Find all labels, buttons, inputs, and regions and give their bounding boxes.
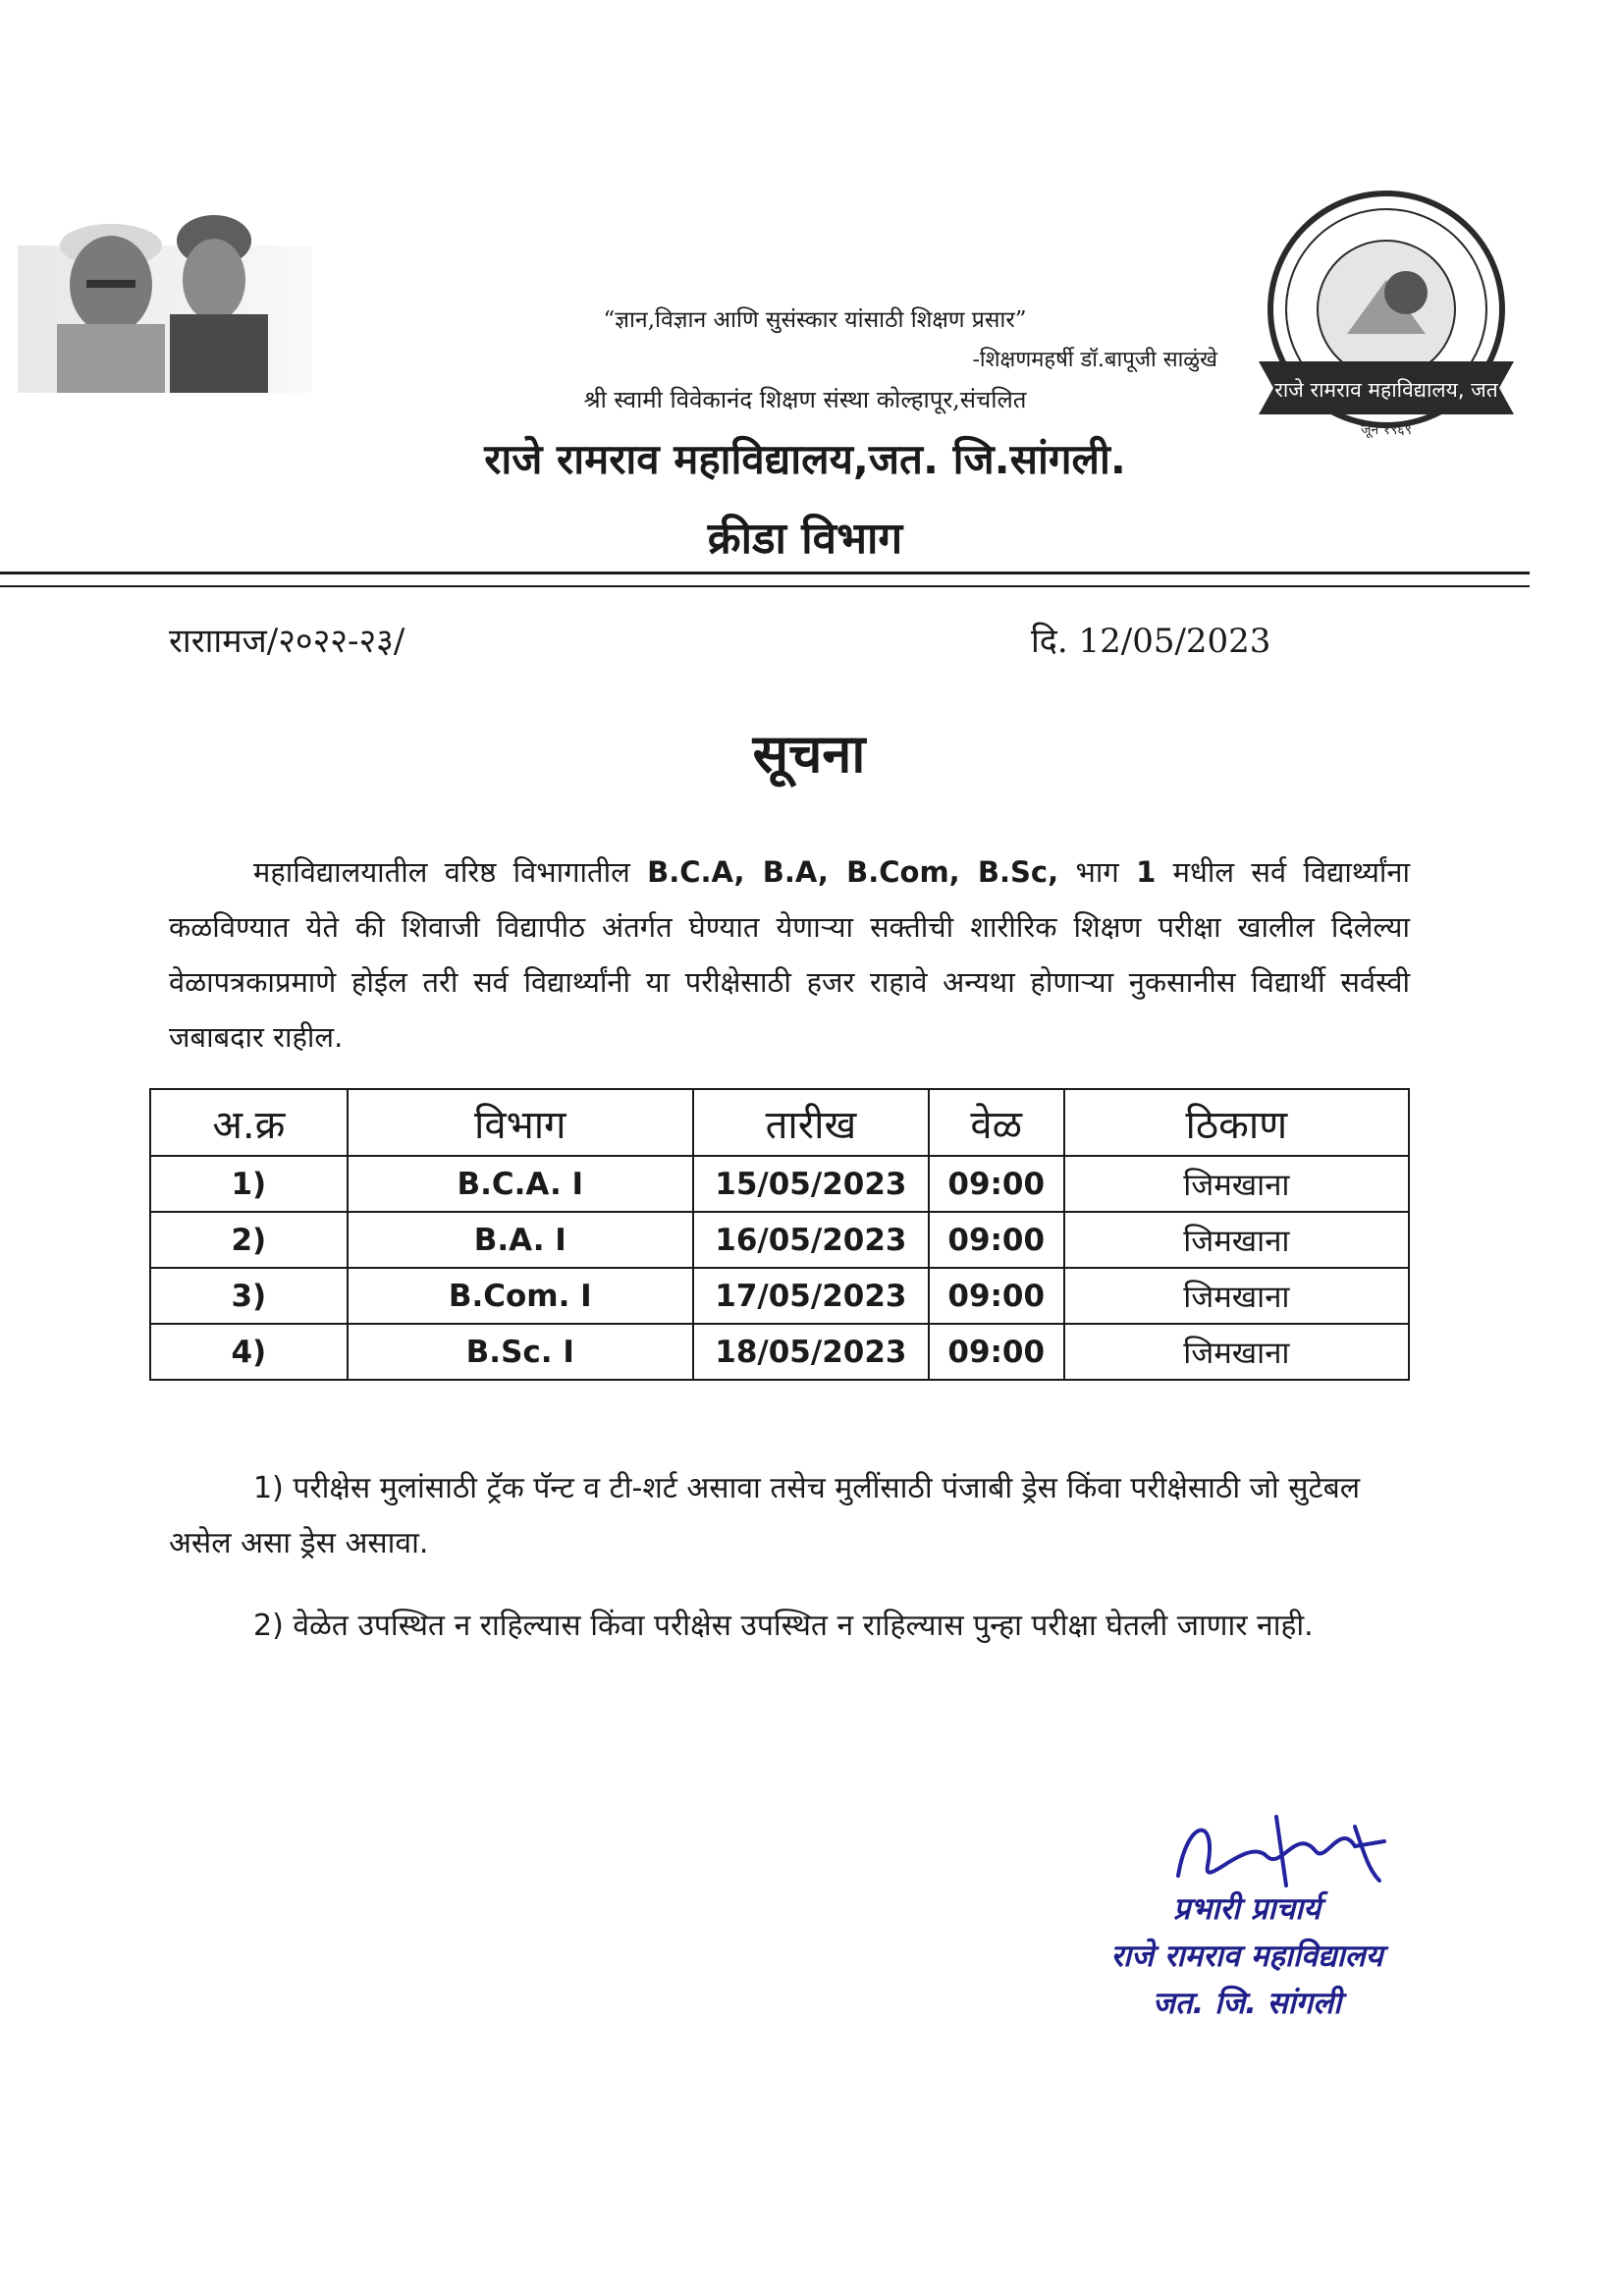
notice-date: दि. 12/05/2023 [1031,622,1271,661]
cell-place: जिमखाना [1064,1324,1409,1380]
cell-department: B.C.A. I [348,1156,693,1212]
header-serial: अ.क्र [150,1089,348,1156]
cell-place: जिमखाना [1064,1212,1409,1268]
table-row [150,1268,1409,1324]
signatory-college: राजे रामराव महाविद्यालय [1110,1939,1383,1974]
header-time: वेळ [929,1089,1064,1156]
department-name: क्रीडा विभाग [707,514,903,564]
table-header-row [150,1089,1409,1156]
exam-schedule-table [149,1088,1410,1381]
cell-serial: 2) [150,1212,348,1268]
cell-date: 18/05/2023 [693,1324,929,1380]
college-seal-logo [1239,187,1534,442]
notice-title: सूचना [752,723,866,785]
signature-block [1070,1886,1424,2027]
cell-date: 15/05/2023 [693,1156,929,1212]
notice-paragraph: महाविद्यालयातील वरिष्ठ विभागातील B.C.A, B.A, B.Com, B.Sc, भाग 1 मधील सर्व विद्यार्थ्यांना कळविण्यात येते की शिवाजी विद्यापीठ अंतर्गत घेण्यात येणाऱ्या सक्तीची शारीरिक शिक्षण परीक्षा खालील दिलेल्या वेळापत्रकाप्रमाणे होईल तरी सर्व विद्यार्थ्यांनी या परीक्षेसाठी हजर राहावे अन्यथा होणाऱ्या नुकसानीस विद्यार्थी सर्वस्वी जबाबदार राहील. [169,855,1411,1054]
cell-time: 09:00 [929,1324,1064,1380]
header-department: विभाग [348,1089,693,1156]
header-divider-bottom [0,585,1530,587]
reference-number: राराामज/२०२२-२३/ [169,622,405,661]
cell-department: B.A. I [348,1212,693,1268]
cell-date: 17/05/2023 [693,1268,929,1324]
table-row [150,1324,1409,1380]
table-row [150,1212,1409,1268]
seal-banner-text: राजे रामराव महाविद्यालय, जत [1274,378,1498,402]
founders-portraits-image [18,187,312,393]
header-place: ठिकाण [1064,1089,1409,1156]
header-divider-top [0,572,1530,574]
college-name: राजे रामराव महाविद्यालय,जत. जि.सांगली. [484,435,1126,483]
cell-time: 09:00 [929,1156,1064,1212]
header-date: तारीख [693,1089,929,1156]
cell-time: 09:00 [929,1268,1064,1324]
signatory-title: प्रभारी प्राचार्य [1172,1891,1321,1927]
instruction-note-2: 2) वेळेत उपस्थित न राहिल्यास किंवा परीक्षेस उपस्थित न राहिल्यास पुन्हा परीक्षा घेतली जाणार नाही. [253,1609,1314,1643]
motto-attribution: -शिक्षणमहर्षी डॉ.बापूजी साळुंखे [972,348,1217,372]
motto-text: “ज्ञान,विज्ञान आणि सुसंस्कार यांसाठी शिक्षण प्रसार” [603,307,1027,333]
instruction-note-1: 1) परीक्षेस मुलांसाठी ट्रॅक पॅन्ट व टी-शर्ट असावा तसेच मुलींसाठी पंजाबी ड्रेस किंवा परीक्षेसाठी जो सुटेबल असेल असा ड्रेस असावा. [169,1471,1361,1560]
cell-place: जिमखाना [1064,1268,1409,1324]
society-name: श्री स्वामी विवेकानंद शिक्षण संस्था कोल्हापूर,संचलित [583,386,1027,413]
cell-department: B.Sc. I [348,1324,693,1380]
table-row [150,1156,1409,1212]
cell-department: B.Com. I [348,1268,693,1324]
cell-serial: 1) [150,1156,348,1212]
cell-time: 09:00 [929,1212,1064,1268]
cell-serial: 4) [150,1324,348,1380]
seal-year-text: जून १९६९ [1361,422,1412,438]
cell-serial: 3) [150,1268,348,1324]
cell-date: 16/05/2023 [693,1212,929,1268]
cell-place: जिमखाना [1064,1156,1409,1212]
signatory-place: जत. जि. सांगली [1152,1986,1342,2021]
